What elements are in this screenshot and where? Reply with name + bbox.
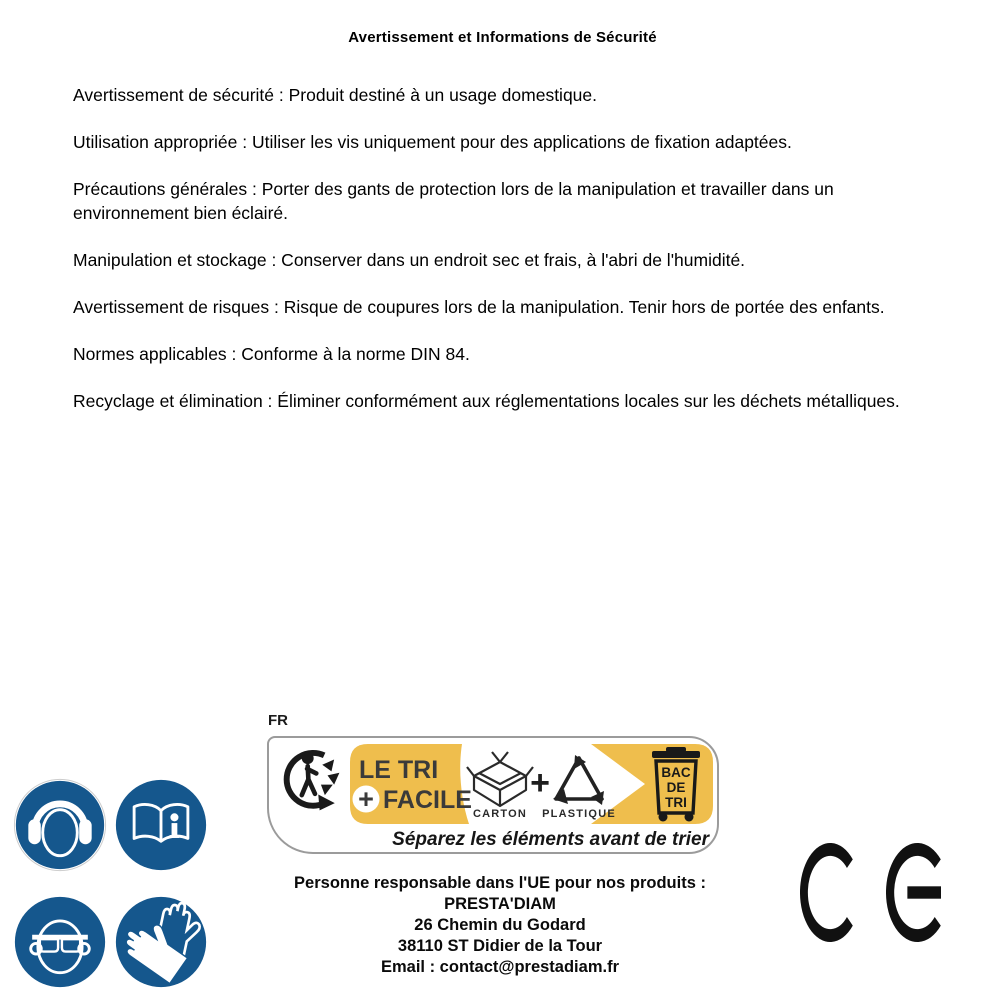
tri-brand-line1: LE TRI xyxy=(359,756,439,784)
address-city: 38110 ST Didier de la Tour xyxy=(397,937,603,955)
read-instruction-manual-icon xyxy=(113,777,209,873)
company-name: PRESTA'DIAM xyxy=(444,895,556,913)
ce-marking-icon xyxy=(800,843,941,942)
responsible-intro: Personne responsable dans l'UE pour nos produits : xyxy=(294,874,706,892)
tri-brand-line2: FACILE xyxy=(383,786,472,814)
safety-paragraphs xyxy=(73,83,925,436)
page-title: Avertissement et Informations de Sécurité xyxy=(348,29,657,46)
paragraph-recycling-disposal: Recyclage et élimination : Éliminer conformément aux réglementations locales sur les déchets métalliques. xyxy=(73,391,900,411)
bin-text-line2: DE xyxy=(666,780,686,795)
responsible-person-block xyxy=(253,873,747,978)
contact-email: Email : contact@prestadiam.fr xyxy=(381,958,619,976)
fr-country-label: FR xyxy=(268,712,288,729)
materials-plus-sign: + xyxy=(530,764,550,802)
triman-icon xyxy=(287,752,340,810)
wear-eye-protection-icon xyxy=(12,894,108,990)
bin-text-line3: TRI xyxy=(665,795,687,810)
wear-protective-gloves-icon xyxy=(113,894,209,990)
material-plastique-label: PLASTIQUE xyxy=(542,808,616,820)
wear-ear-protection-icon xyxy=(12,777,108,873)
paragraph-general-precautions: Précautions générales : Porter des gants de protection lors de la manipulation et travailler dans un environnement bien éclairé. xyxy=(73,179,834,223)
tri-facile-recycling-label xyxy=(267,736,719,854)
paragraph-safety-warning: Avertissement de sécurité : Produit destiné à un usage domestique. xyxy=(73,85,598,105)
safety-pictograms xyxy=(12,777,209,990)
bin-text-line1: BAC xyxy=(661,765,691,780)
paragraph-handling-storage: Manipulation et stockage : Conserver dans un endroit sec et frais, à l'abri de l'humidité. xyxy=(73,250,746,270)
paragraph-risk-warning: Avertissement de risques : Risque de coupures lors de la manipulation. Tenir hors de portée des enfants. xyxy=(73,297,885,317)
paragraph-applicable-standards: Normes applicables : Conforme à la norme DIN 84. xyxy=(73,344,470,364)
sorting-instruction: Séparez les éléments avant de trier xyxy=(392,829,709,850)
material-carton-label: CARTON xyxy=(472,808,528,820)
paragraph-appropriate-use: Utilisation appropriée : Utiliser les vis uniquement pour des applications de fixation adaptées. xyxy=(73,132,792,152)
address-street: 26 Chemin du Godard xyxy=(414,916,586,934)
tri-brand-plus: + xyxy=(358,784,374,814)
